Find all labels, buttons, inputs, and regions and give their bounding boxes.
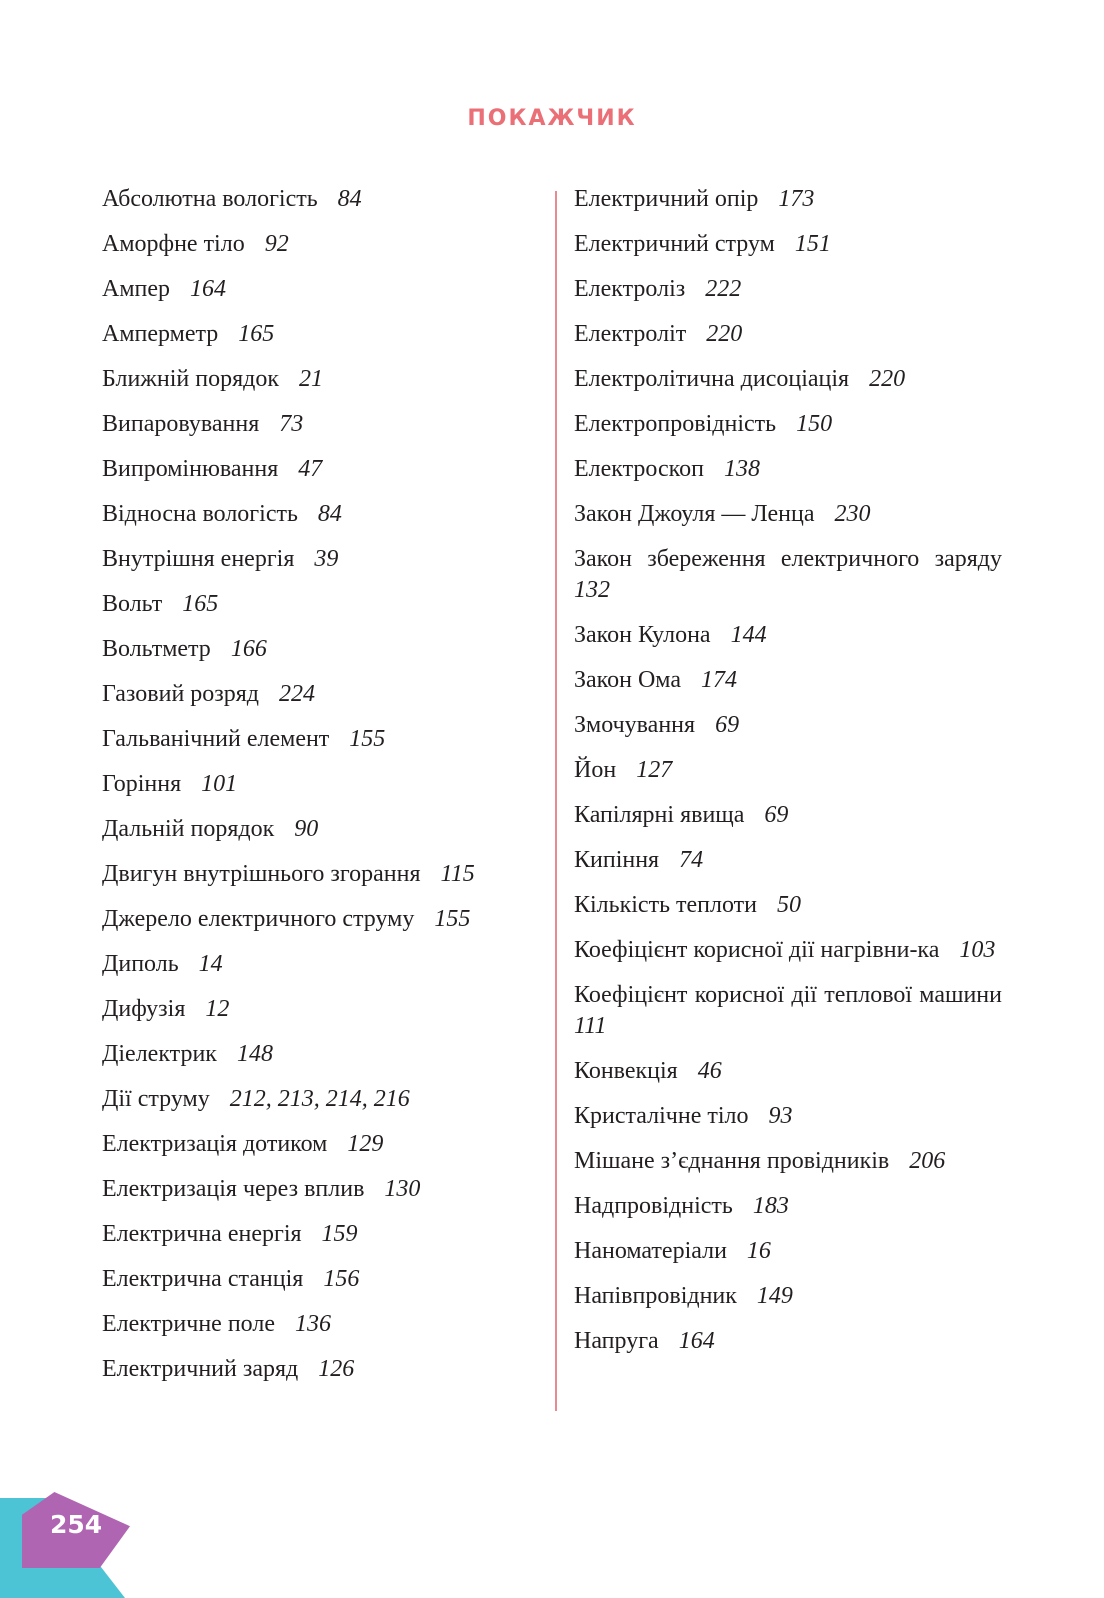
index-term: Закон Джоуля — Ленца: [574, 501, 815, 527]
index-term: Двигун внутрішнього згорання: [102, 861, 421, 887]
index-entry: [102, 1354, 542, 1385]
index-entry: [102, 544, 542, 575]
index-entry: [574, 229, 1016, 260]
column-divider: [555, 191, 557, 1411]
index-term: Вольт: [102, 591, 163, 617]
index-page-ref: 130: [384, 1176, 421, 1202]
index-term: Капілярні явища: [574, 802, 745, 828]
index-entry: [574, 800, 1016, 831]
index-page-ref: 144: [730, 622, 767, 648]
index-term: Коефіцієнт корисної дії нагрівни-ка: [574, 937, 940, 963]
index-entry: [102, 859, 542, 890]
index-entry: [574, 274, 1016, 305]
index-page-ref: 173: [778, 186, 815, 212]
index-entry: [102, 409, 542, 440]
index-page-ref: 156: [323, 1266, 360, 1292]
index-entry: [574, 1191, 1016, 1222]
index-entry: [102, 1129, 542, 1160]
index-entry: [102, 1219, 542, 1250]
index-term: Закон Кулона: [574, 622, 711, 648]
index-page-ref: 73: [279, 411, 304, 437]
index-entry: [574, 935, 1016, 966]
index-entry: [102, 364, 542, 395]
index-entry: [574, 544, 1016, 606]
index-entry: [102, 454, 542, 485]
index-page-ref: 69: [764, 802, 789, 828]
index-page-ref: 47: [298, 456, 323, 482]
index-page-ref: 224: [279, 681, 316, 707]
index-term: Електроскоп: [574, 456, 704, 482]
index-page-ref: 150: [796, 411, 833, 437]
index-entry: [574, 845, 1016, 876]
index-entry: [574, 620, 1016, 651]
index-entry: [574, 364, 1016, 395]
index-page-ref: 103: [959, 937, 996, 963]
index-page-ref: 21: [298, 366, 323, 392]
index-entry: [102, 274, 542, 305]
index-term: Ближній порядок: [102, 366, 279, 392]
index-page-ref: 174: [700, 667, 737, 693]
index-entry: [574, 1326, 1016, 1357]
page-number: 254: [50, 1510, 103, 1539]
index-term: Електрична енергія: [102, 1221, 302, 1247]
index-column-right: [574, 184, 1016, 1371]
index-page-ref: 129: [347, 1131, 384, 1157]
index-term: Диполь: [102, 951, 179, 977]
index-entry: [574, 499, 1016, 530]
index-page-ref: 12: [205, 996, 230, 1022]
index-term: Дифузія: [102, 996, 186, 1022]
index-term: Напруга: [574, 1328, 659, 1354]
index-entry: [574, 665, 1016, 696]
index-term: Мішане з’єднання провідників: [574, 1148, 890, 1174]
index-term: Електричний опір: [574, 186, 759, 212]
index-term: Випромінювання: [102, 456, 279, 482]
index-page-ref: 84: [337, 186, 362, 212]
index-term: Амперметр: [102, 321, 219, 347]
index-page-ref: 93: [768, 1103, 793, 1129]
index-page-ref: 14: [198, 951, 223, 977]
index-term: Горіння: [102, 771, 182, 797]
index-term: Електропровідність: [574, 411, 777, 437]
index-term: Електризація через вплив: [102, 1176, 365, 1202]
index-entry: [102, 769, 542, 800]
index-entry: [102, 949, 542, 980]
index-entry: [574, 980, 1016, 1042]
index-page-ref: 148: [236, 1041, 273, 1067]
index-page-ref: 149: [756, 1283, 793, 1309]
index-entry: [574, 755, 1016, 786]
index-entry: [102, 1039, 542, 1070]
index-page-ref: 111: [574, 1013, 607, 1039]
index-page-ref: 46: [697, 1058, 722, 1084]
index-term: Дальній порядок: [102, 816, 275, 842]
index-page-ref: 206: [909, 1148, 946, 1174]
index-term: Конвекція: [574, 1058, 678, 1084]
index-term: Змочування: [574, 712, 696, 738]
index-page-ref: 16: [746, 1238, 771, 1264]
index-term: Електричний струм: [574, 231, 775, 257]
index-term: Електроліз: [574, 276, 686, 302]
index-term: Електрична станція: [102, 1266, 304, 1292]
index-term: Електричний заряд: [102, 1356, 299, 1382]
page-heading: ПОКАЖЧИК: [467, 106, 637, 131]
index-entry: [574, 1146, 1016, 1177]
index-term: Коефіцієнт корисної дії теплової машини: [574, 982, 1002, 1008]
index-term: Кипіння: [574, 847, 660, 873]
index-entry: [102, 184, 542, 215]
index-page-ref: 164: [190, 276, 227, 302]
index-page-ref: 90: [294, 816, 319, 842]
index-entry: [102, 1264, 542, 1295]
index-term: Джерело електричного струму: [102, 906, 415, 932]
index-term: Закон збереження електричного заряду: [574, 546, 1002, 572]
index-term: Газовий розряд: [102, 681, 260, 707]
index-page-ref: 220: [706, 321, 743, 347]
index-page-ref: 220: [869, 366, 906, 392]
index-entry: [102, 589, 542, 620]
index-term: Йон: [574, 757, 617, 783]
index-entry: [102, 1174, 542, 1205]
index-page-ref: 165: [182, 591, 219, 617]
index-page-ref: 183: [752, 1193, 789, 1219]
index-term: Електричне поле: [102, 1311, 275, 1337]
index-entry: [574, 454, 1016, 485]
index-page-ref: 222: [705, 276, 742, 302]
index-page-ref: 166: [230, 636, 267, 662]
index-page-ref: 151: [794, 231, 831, 257]
index-entry: [574, 1281, 1016, 1312]
index-term: Надпровідність: [574, 1193, 733, 1219]
index-entry: [574, 710, 1016, 741]
index-page-ref: 136: [294, 1311, 331, 1337]
index-entry: [102, 724, 542, 755]
index-page-ref: 155: [434, 906, 471, 932]
index-column-left: [102, 184, 542, 1399]
index-entry: [574, 409, 1016, 440]
index-entry: [102, 229, 542, 260]
index-page-ref: 132: [574, 577, 610, 603]
index-page-ref: 50: [777, 892, 801, 918]
index-term: Наноматеріали: [574, 1238, 727, 1264]
index-term: Закон Ома: [574, 667, 681, 693]
index-entry: [102, 1084, 542, 1115]
index-page-ref: 127: [636, 757, 673, 783]
index-page-ref: 115: [440, 861, 475, 887]
index-term: Електролітична дисоціація: [574, 366, 850, 392]
index-page-ref: 84: [317, 501, 342, 527]
index-page-ref: 74: [679, 847, 704, 873]
index-page-ref: 138: [723, 456, 760, 482]
index-entry: [574, 184, 1016, 215]
index-page-ref: 39: [314, 546, 339, 572]
index-term: Вольтметр: [102, 636, 211, 662]
index-term: Аморфне тіло: [102, 231, 245, 257]
index-term: Напівпровідник: [574, 1283, 737, 1309]
index-term: Гальванічний елемент: [102, 726, 330, 752]
index-page-ref: 69: [715, 712, 740, 738]
index-term: Ампер: [102, 276, 171, 302]
index-term: Абсолютна вологість: [102, 186, 318, 212]
index-entry: [102, 994, 542, 1025]
index-term: Випаровування: [102, 411, 260, 437]
index-term: Відносна вологість: [102, 501, 298, 527]
index-entry: [574, 1101, 1016, 1132]
index-entry: [574, 1056, 1016, 1087]
index-page-ref: 101: [201, 771, 238, 797]
index-entry: [102, 634, 542, 665]
index-entry: [574, 1236, 1016, 1267]
index-page-ref: 159: [321, 1221, 358, 1247]
index-term: Внутрішня енергія: [102, 546, 295, 572]
index-term: Електроліт: [574, 321, 687, 347]
index-page-ref: 212, 213, 214, 216: [229, 1086, 410, 1112]
index-term: Електризація дотиком: [102, 1131, 328, 1157]
index-entry: [102, 814, 542, 845]
index-entry: [102, 679, 542, 710]
index-term: Кристалічне тіло: [574, 1103, 749, 1129]
index-page-ref: 92: [264, 231, 289, 257]
index-page-ref: 230: [834, 501, 871, 527]
index-entry: [574, 319, 1016, 350]
index-entry: [102, 1309, 542, 1340]
index-page-ref: 126: [318, 1356, 355, 1382]
index-term: Дії струму: [102, 1086, 210, 1112]
index-term: Діелектрик: [102, 1041, 217, 1067]
index-page-ref: 164: [678, 1328, 715, 1354]
index-page-ref: 165: [238, 321, 275, 347]
index-term: Кількість теплоти: [574, 892, 757, 918]
index-entry: [102, 904, 542, 935]
index-entry: [102, 499, 542, 530]
index-entry: [574, 890, 1016, 921]
index-page-ref: 155: [349, 726, 386, 752]
index-entry: [102, 319, 542, 350]
